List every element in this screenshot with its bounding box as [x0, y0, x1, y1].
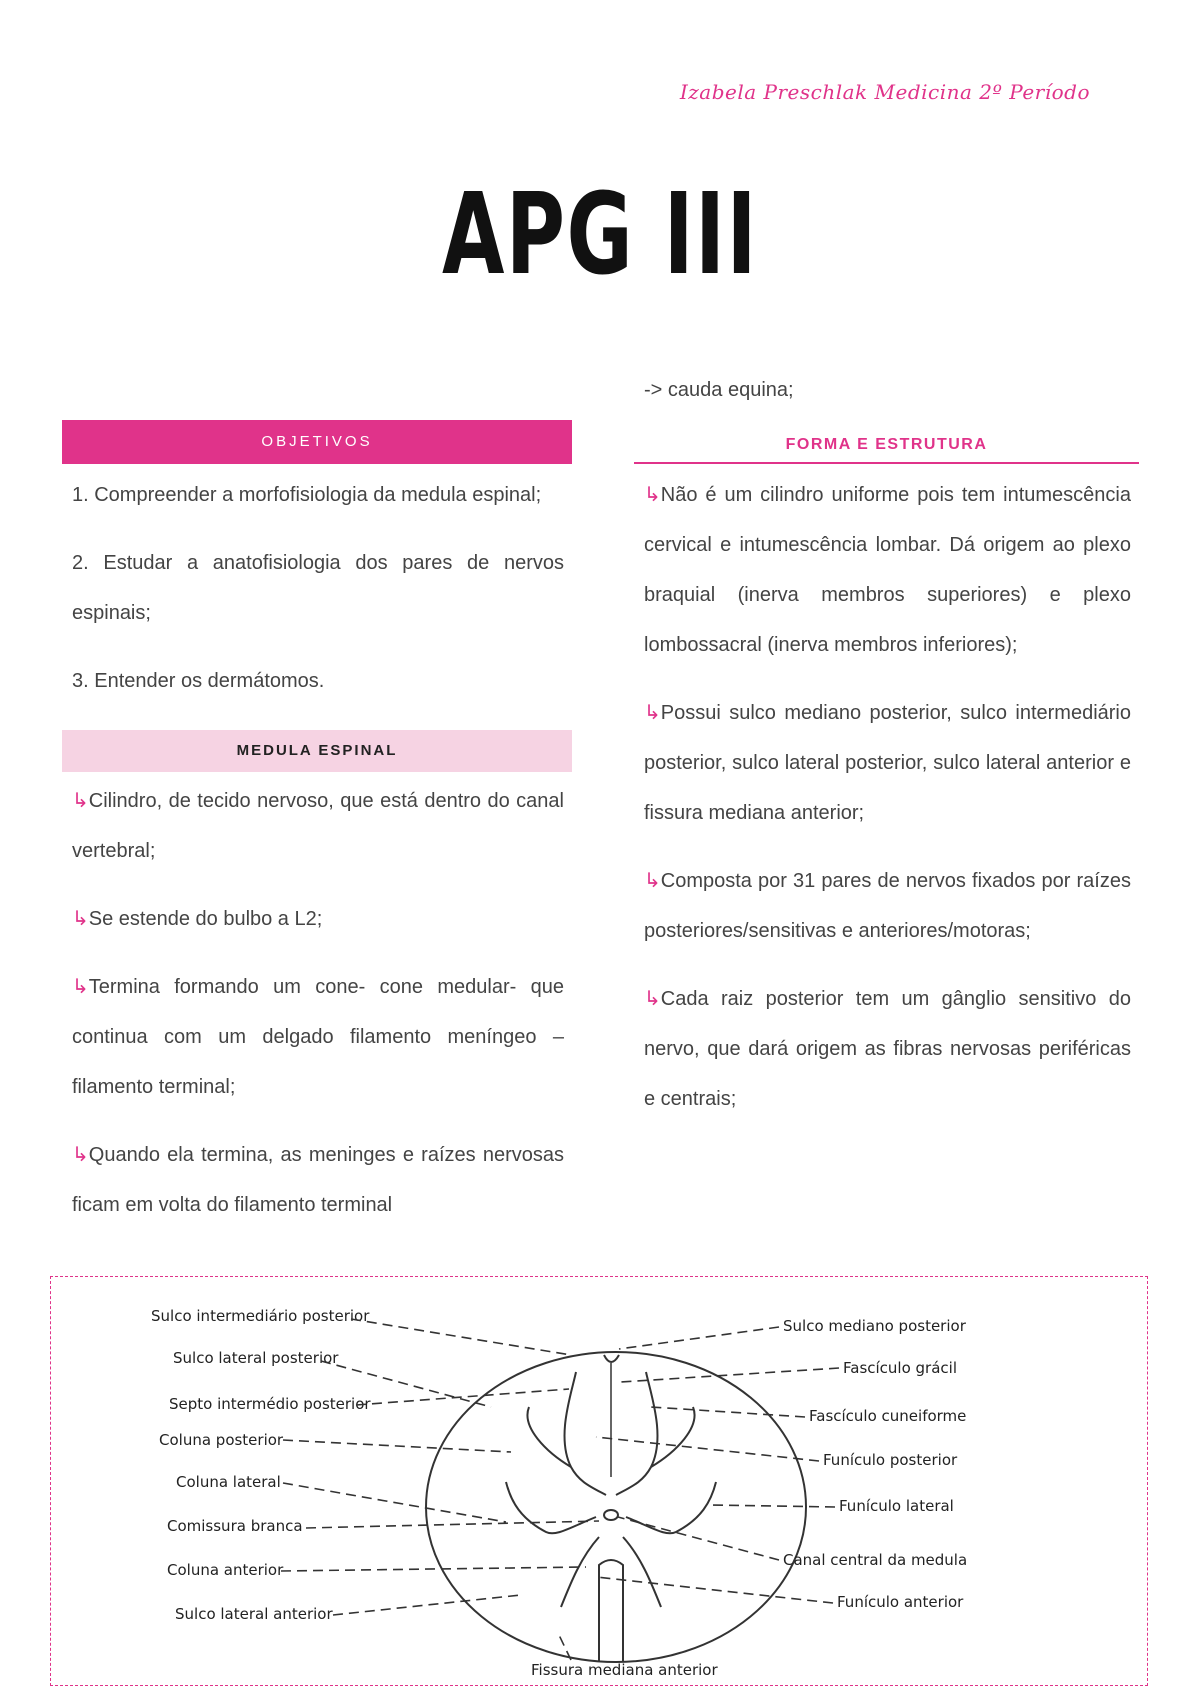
- forma-item: ↳Cada raiz posterior tem um gânglio sensitivo do nervo, que dará origem as fibras nervosas periféricas e centrais;: [644, 988, 1131, 1110]
- arrow-icon: ↳: [72, 976, 89, 998]
- forma-item: ↳Possui sulco mediano posterior, sulco intermediário posterior, sulco lateral posterior, sulco lateral anterior e fissura mediana anterior;: [644, 702, 1131, 824]
- label-canal-central: Canal central da medula: [783, 1551, 968, 1569]
- objetivos-heading: OBJETIVOS: [62, 420, 572, 464]
- label-funiculo-anterior: Funículo anterior: [837, 1593, 964, 1611]
- label-coluna-posterior: Coluna posterior: [159, 1431, 284, 1449]
- author-header: Izabela Preschlak Medicina 2º Período: [679, 80, 1090, 104]
- arrow-icon: ↳: [644, 484, 661, 506]
- right-labels: [783, 1317, 967, 1611]
- forma-item: ↳Composta por 31 pares de nervos fixados por raízes posteriores/sensitivas e anteriores/motoras;: [644, 870, 1131, 942]
- medula-item: ↳Se estende do bulbo a L2;: [72, 908, 323, 930]
- label-comissura-branca: Comissura branca: [167, 1517, 303, 1535]
- page-title: APG III: [442, 170, 758, 300]
- cord-outline: [426, 1352, 806, 1662]
- label-fasciculo-cuneiforme: Fascículo cuneiforme: [809, 1407, 967, 1425]
- forma-item: ↳Não é um cilindro uniforme pois tem intumescência cervical e intumescência lombar. Dá origem ao plexo braquial (inerva membros superiores) e plexo lombossacral (inerva membros inferiores);: [644, 484, 1131, 656]
- anterior-median-fissure: [599, 1560, 623, 1662]
- spinal-cord-diagram: [51, 1277, 1147, 1685]
- label-coluna-lateral: Coluna lateral: [176, 1473, 281, 1491]
- medula-heading: MEDULA ESPINAL: [62, 730, 572, 772]
- posterior-median-sulcus: [604, 1355, 619, 1362]
- label-fissura-mediana-anterior: Fissura mediana anterior: [531, 1661, 718, 1679]
- arrow-icon: ↳: [72, 790, 89, 812]
- objetivo-item: 3. Entender os dermátomos.: [72, 670, 325, 692]
- label-sulco-intermediario-posterior: Sulco intermediário posterior: [151, 1307, 370, 1325]
- label-fasciculo-gracil: Fascículo grácil: [843, 1359, 958, 1377]
- objetivo-item: 1. Compreender a morfofisiologia da medula espinal;: [72, 484, 542, 506]
- left-labels: [151, 1307, 371, 1623]
- label-sulco-mediano-posterior: Sulco mediano posterior: [783, 1317, 966, 1335]
- label-septo-intermedio-posterior: Septo intermédio posterior: [169, 1395, 371, 1413]
- medula-item: ↳Termina formando um cone- cone medular- que continua com um delgado filamento meníngeo – filamento terminal;: [72, 976, 564, 1098]
- arrow-icon: ↳: [644, 988, 661, 1010]
- label-coluna-anterior: Coluna anterior: [167, 1561, 284, 1579]
- left-column: [62, 420, 572, 1248]
- forma-heading: FORMA E ESTRUTURA: [634, 436, 1139, 464]
- label-funiculo-lateral: Funículo lateral: [839, 1497, 954, 1515]
- cauda-equina-text: -> cauda equina;: [644, 379, 794, 401]
- arrow-icon: ↳: [644, 870, 661, 892]
- central-canal: [604, 1510, 618, 1520]
- label-funiculo-posterior: Funículo posterior: [823, 1451, 958, 1469]
- arrow-icon: ↳: [644, 702, 661, 724]
- medula-item: ↳Cilindro, de tecido nervoso, que está dentro do canal vertebral;: [72, 790, 564, 862]
- objetivo-item: 2. Estudar a anatofisiologia dos pares de nervos espinais;: [72, 552, 564, 624]
- arrow-icon: ↳: [72, 908, 89, 930]
- leader-lines: [281, 1319, 839, 1660]
- medula-item: ↳Quando ela termina, as meninges e raízes nervosas ficam em volta do filamento terminal: [72, 1144, 564, 1216]
- right-column: [634, 370, 1139, 1142]
- label-sulco-lateral-posterior: Sulco lateral posterior: [173, 1349, 339, 1367]
- label-sulco-lateral-anterior: Sulco lateral anterior: [175, 1605, 333, 1623]
- arrow-icon: ↳: [72, 1144, 89, 1166]
- spinal-cord-figure: [50, 1276, 1148, 1686]
